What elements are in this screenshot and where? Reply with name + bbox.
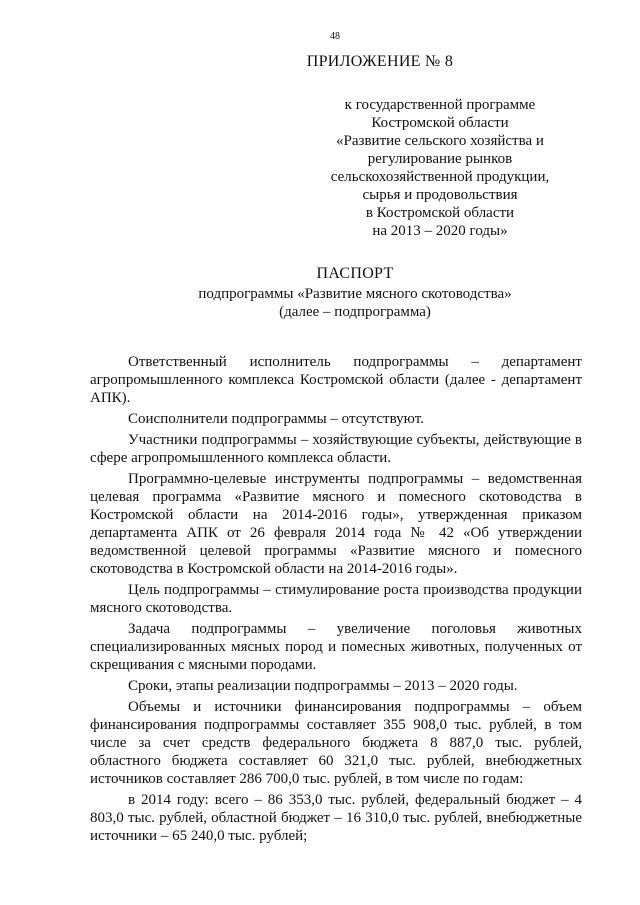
paragraph-financing-2014: в 2014 году: всего – 86 353,0 тыс. рублей, федеральный бюджет – 4 803,0 тыс. рублей, областной бюджет – 16 310,0 тыс. рублей, внебюджетные источники – 65 240,0 тыс. рублей; <box>90 792 582 844</box>
appendix-line: сырья и продовольствия <box>362 187 518 203</box>
paragraph-participants: Участники подпрограммы – хозяйствующие субъекты, действующие в сфере агропромышленного комплекса области. <box>90 432 582 466</box>
passport-subtitle <box>160 285 550 321</box>
paragraph-goal: Цель подпрограммы – стимулирование роста производства продукции мясного скотоводства. <box>90 582 582 616</box>
paragraph-financing: Объемы и источники финансирования подпрограммы – объем финансирования подпрограммы составляет 355 908,0 тыс. рублей, в том числе за счет средств федерального бюджета 8 887,0 тыс. рублей, областного бюджета составляет 60 321,0 тыс. рублей, внебюджетных источников составляет 286 700,0 тыс. рублей, в том числе по годам: <box>90 699 582 787</box>
paragraph-terms: Сроки, этапы реализации подпрограммы – 2013 – 2020 годы. <box>128 678 518 694</box>
paragraph-responsible: Ответственный исполнитель подпрограммы – департамент агропромышленного комплекса Костромской области (далее - департамент АПК). <box>90 354 582 406</box>
appendix-line: регулирование рынков <box>367 151 513 167</box>
appendix-line: «Развитие сельского хозяйства и <box>336 133 544 149</box>
appendix-address-block <box>320 96 560 240</box>
appendix-title: ПРИЛОЖЕНИЕ № 8 <box>306 53 454 70</box>
appendix-line: в Костромской области <box>365 205 515 221</box>
passport-subtitle-line: подпрограммы «Развитие мясного скотоводства» <box>198 286 512 302</box>
passport-title: ПАСПОРТ <box>316 265 394 282</box>
appendix-line: на 2013 – 2020 годы» <box>372 223 508 239</box>
passport-subtitle-line: (далее – подпрограмма) <box>279 304 431 320</box>
paragraph-instruments: Программно-целевые инструменты подпрограммы – ведомственная целевая программа «Развитие мясного и помесного скотоводства в Костромской области на 2014-2016 годы», утвержденная приказом департамента АПК от 26 февраля 2014 года № 42 «Об утверждении ведомственной целевой программы «Развитие мясного и помесного скотоводства в Костромской области на 2014-2016 годы». <box>90 471 582 577</box>
page-number: 48 <box>330 31 340 42</box>
appendix-line: Костромской области <box>371 115 509 131</box>
appendix-line: сельскохозяйственной продукции, <box>330 169 550 185</box>
document-body <box>90 353 582 848</box>
paragraph-task: Задача подпрограммы – увеличение поголовья животных специализированных мясных пород и помесных животных, полученных от скрещивания с мясными породами. <box>90 621 582 673</box>
appendix-line: к государственной программе <box>344 97 536 113</box>
paragraph-coexecutors: Соисполнители подпрограммы – отсутствуют. <box>128 411 424 427</box>
